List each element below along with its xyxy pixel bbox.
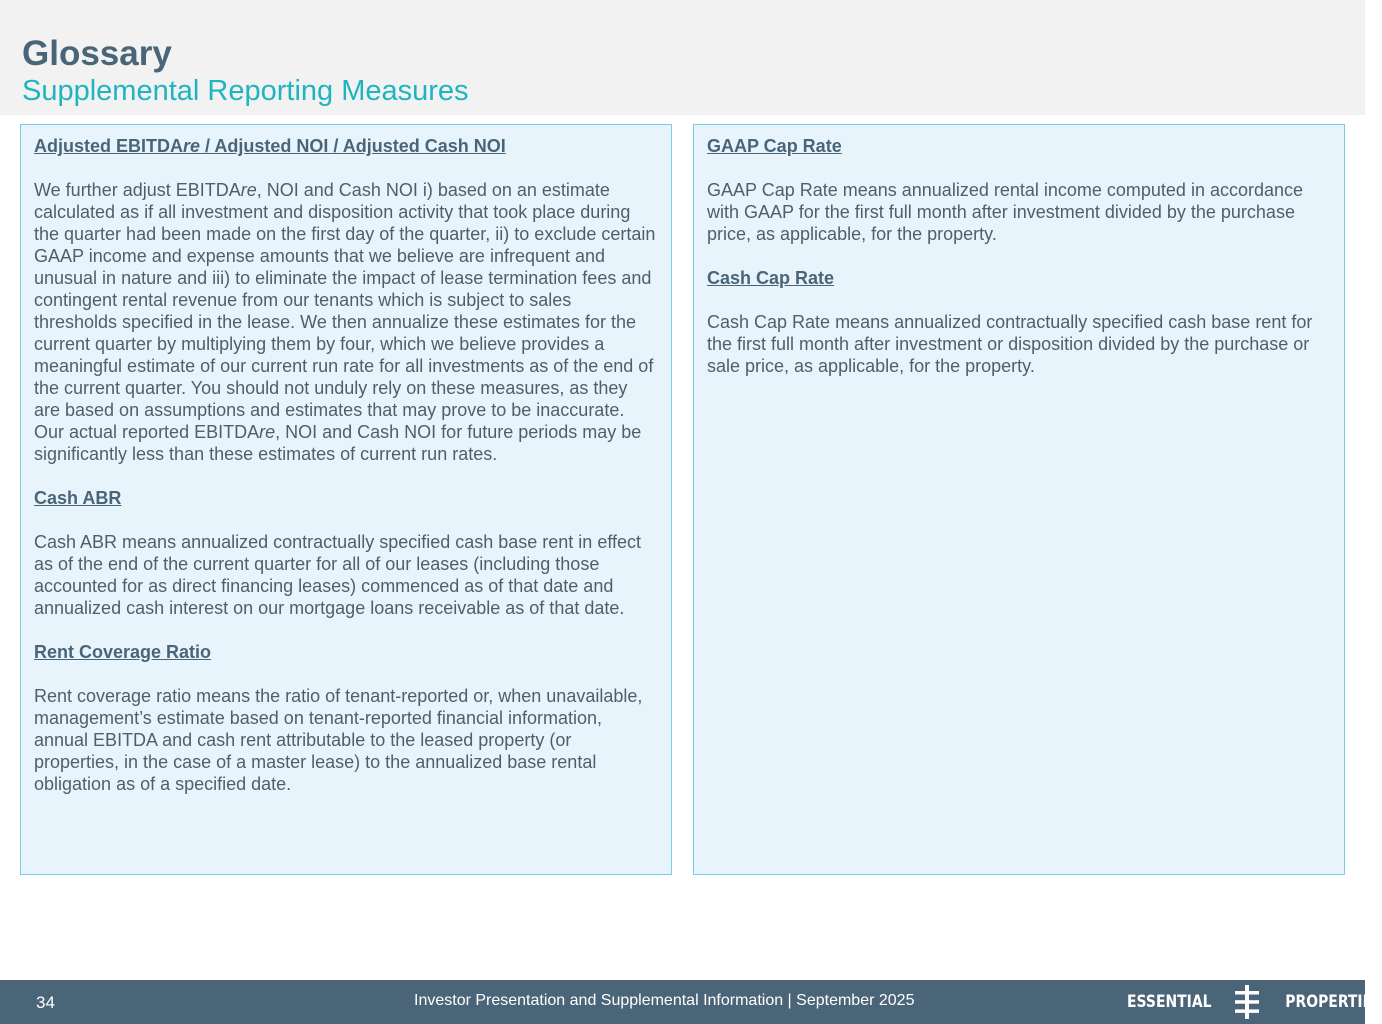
definition-text: We further adjust EBITDA bbox=[34, 180, 241, 200]
term-adjusted-ebitdare bbox=[34, 135, 658, 157]
term-text: / Adjusted NOI / Adjusted Cash NOI bbox=[200, 136, 506, 156]
term-rent-coverage-ratio: Rent Coverage Ratio bbox=[34, 642, 212, 662]
page-number: 34 bbox=[36, 993, 55, 1012]
term-cash-cap-rate: Cash Cap Rate bbox=[707, 268, 835, 288]
definition-gaap-cap-rate: GAAP Cap Rate means annualized rental income computed in accordance with GAAP for the first full month after investment divided by the purchase price, as applicable, for the property. bbox=[707, 180, 1304, 244]
logo-word-properties: PROPERTIES bbox=[1285, 992, 1382, 1012]
term-italic: re bbox=[183, 136, 201, 156]
definition-italic: re bbox=[259, 422, 276, 442]
glossary-panel-right bbox=[693, 124, 1345, 875]
term-text: Adjusted EBITDA bbox=[34, 136, 184, 156]
company-logo bbox=[1127, 985, 1382, 1019]
definition-italic: re bbox=[240, 180, 257, 200]
definition-adjusted-ebitdare bbox=[34, 179, 658, 465]
term-cash-abr: Cash ABR bbox=[34, 488, 122, 508]
header bbox=[0, 0, 1365, 115]
page-title: Glossary bbox=[22, 34, 172, 73]
logo-mark-icon bbox=[1232, 985, 1262, 1019]
logo-word-essential: ESSENTIAL bbox=[1127, 992, 1212, 1012]
footer bbox=[0, 980, 1382, 1024]
definition-rent-coverage-ratio: Rent coverage ratio means the ratio of tenant-reported or, when unavailable, management’s estimate based on tenant-reported financial information, annual EBITDA and cash rent attributable to the leased property (or properties, in the case of a master lease) to the annualized base rental obligation as of a specified date. bbox=[34, 686, 643, 794]
definition-text: , NOI and Cash NOI for future periods may be significantly less than these estimates of current run rates. bbox=[34, 422, 642, 464]
definition-cash-cap-rate: Cash Cap Rate means annualized contractually specified cash base rent for the first full month after investment or disposition divided by the purchase or sale price, as applicable, for the property. bbox=[707, 312, 1313, 376]
definition-cash-abr: Cash ABR means annualized contractually specified cash base rent in effect as of the end of the current quarter for all of our leases (including those accounted for as direct financing leases) commenced as of that date and annualized cash interest on our mortgage loans receivable as of that date. bbox=[34, 532, 642, 618]
glossary-panel-left bbox=[20, 124, 672, 875]
term-gaap-cap-rate: GAAP Cap Rate bbox=[707, 136, 842, 156]
page-subtitle: Supplemental Reporting Measures bbox=[22, 75, 469, 107]
footer-text: Investor Presentation and Supplemental Information | September 2025 bbox=[414, 992, 915, 1009]
definition-text: , NOI and Cash NOI i) based on an estimate calculated as if all investment and disposition activity that took place during the quarter had been made on the first day of the quarter, ii) to exclude certain GAAP income and expense amounts that we believe are infrequent and unusual in nature and iii) to eliminate the impact of lease termination fees and contingent rental revenue from our tenants which is subject to sales thresholds specified in the lease. We then annualize these estimates for the current quarter by multiplying them by four, which we believe provides a meaningful estimate of our current run rate for all investments as of the end of the current quarter. You should not unduly rely on these measures, as they are based on assumptions and estimates that may prove to be inaccurate. Our actual reported EBITDA bbox=[34, 180, 656, 442]
